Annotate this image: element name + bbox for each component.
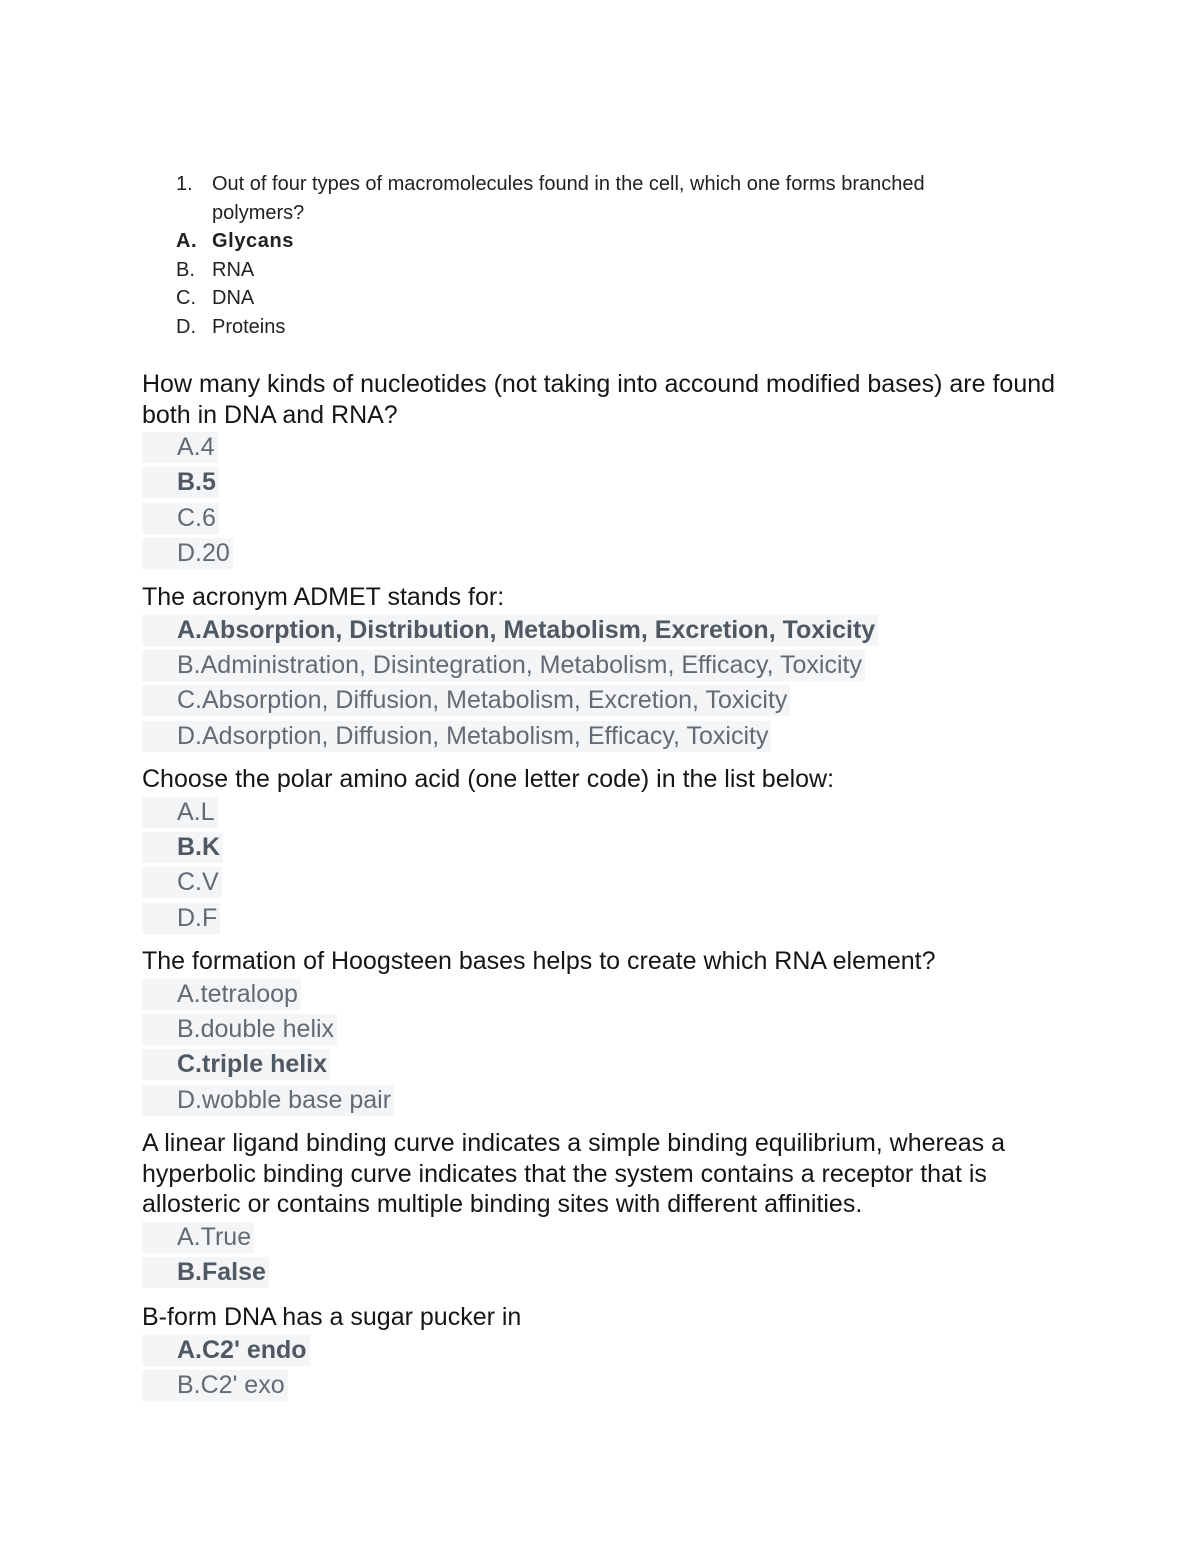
- option: [177, 538, 1082, 569]
- question-7: [142, 1302, 1082, 1405]
- option-correct: [177, 1257, 1072, 1288]
- question-1-options: [0, 227, 1200, 341]
- option-text: C.triple helix: [142, 1049, 330, 1080]
- option: [177, 650, 1082, 681]
- option: [177, 903, 1082, 934]
- question-prompt: B-form DNA has a sugar pucker in: [142, 1303, 522, 1331]
- option-text: A.C2' endo: [142, 1335, 310, 1366]
- question-6: [142, 1128, 1072, 1292]
- option-text: A.True: [142, 1222, 254, 1253]
- option: [177, 1222, 1072, 1253]
- option-text: DNA: [212, 287, 255, 309]
- option-d: [0, 313, 1002, 342]
- option-correct: [177, 615, 1082, 646]
- option: [177, 1370, 1082, 1401]
- question-prompt: A linear ligand binding curve indicates a simple binding equilibrium, whereas a hyperbolic binding curve indicates that the system contains a receptor that is allosteric or contains multiple binding sites with different affinities.: [142, 1129, 1006, 1218]
- option-text: C.V: [142, 867, 222, 898]
- question-prompt: The acronym ADMET stands for:: [142, 583, 505, 611]
- option: [177, 432, 1082, 463]
- option: [177, 1085, 1082, 1116]
- option-b: [0, 256, 1002, 285]
- option-text: C.Absorption, Diffusion, Metabolism, Excretion, Toxicity: [142, 685, 790, 716]
- option-letter: B.: [176, 258, 195, 281]
- option-text: A.4: [142, 432, 218, 463]
- question-options: [142, 797, 1082, 934]
- question-1-prompt: [0, 170, 1002, 227]
- option-text: B.K: [142, 832, 223, 863]
- question-1-prompt-line-1: Out of four types of macromolecules found in the cell, which one forms branched: [212, 173, 925, 195]
- option: [177, 1014, 1082, 1045]
- question-5: [142, 946, 1082, 1120]
- option-text: D.Adsorption, Diffusion, Metabolism, Efficacy, Toxicity: [142, 721, 771, 752]
- option-letter: C.: [176, 287, 196, 309]
- option: [177, 867, 1082, 898]
- option-text: B.5: [142, 467, 219, 498]
- question-prompt: Choose the polar amino acid (one letter code) in the list below:: [142, 765, 835, 793]
- question-prompt: How many kinds of nucleotides (not taking into accound modified bases) are found both in DNA and RNA?: [142, 370, 1056, 429]
- option-text: A.Absorption, Distribution, Metabolism, Excretion, Toxicity: [142, 615, 878, 646]
- option-correct: [177, 832, 1082, 863]
- question-options: [142, 615, 1082, 752]
- option-text: C.6: [142, 503, 219, 534]
- question-options: [142, 432, 1082, 569]
- question-1: [0, 170, 1200, 341]
- option-text: B.double helix: [142, 1014, 337, 1045]
- question-prompt: The formation of Hoogsteen bases helps to create which RNA element?: [142, 947, 936, 975]
- option-letter: D.: [176, 315, 196, 338]
- option-a: [0, 227, 1002, 256]
- option-text: A.tetraloop: [142, 979, 301, 1010]
- option-c: [0, 284, 1002, 313]
- question-3: [142, 582, 1082, 756]
- option-text: Proteins: [212, 315, 286, 338]
- option-correct: [177, 1335, 1082, 1366]
- option: [177, 685, 1082, 716]
- question-number: 1.: [176, 173, 193, 195]
- option: [177, 721, 1082, 752]
- option: [177, 797, 1082, 828]
- option-letter: A.: [176, 230, 198, 252]
- option: [177, 503, 1082, 534]
- option-text: D.wobble base pair: [142, 1085, 394, 1116]
- question-options: [142, 1222, 1072, 1288]
- option-text: D.F: [142, 903, 220, 934]
- option-text: B.C2' exo: [142, 1370, 288, 1401]
- option-correct: [177, 467, 1082, 498]
- question-2: [142, 369, 1082, 574]
- question-options: [142, 979, 1082, 1116]
- option-text: RNA: [212, 258, 255, 281]
- option-text: B.False: [142, 1257, 269, 1288]
- option-text: B.Administration, Disintegration, Metabolism, Efficacy, Toxicity: [142, 650, 865, 681]
- option-text: Glycans: [212, 230, 295, 252]
- option-text: D.20: [142, 538, 233, 569]
- option-text: A.L: [142, 797, 218, 828]
- option-correct: [177, 1049, 1082, 1080]
- question-4: [142, 764, 1082, 938]
- question-options: [142, 1335, 1082, 1401]
- option: [177, 979, 1082, 1010]
- question-1-prompt-line-2: polymers?: [212, 201, 305, 224]
